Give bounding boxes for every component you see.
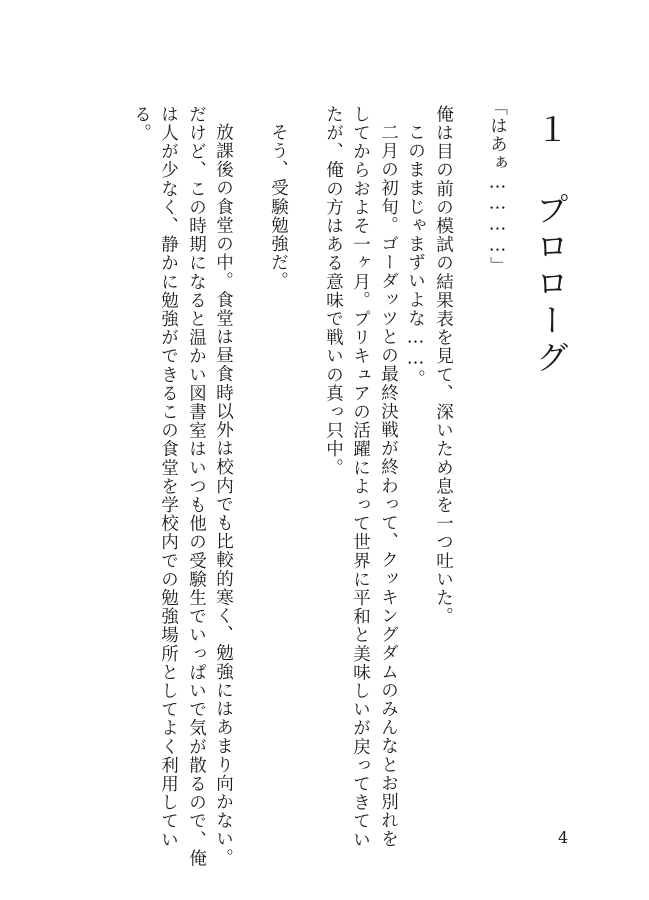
text-column-9: そう、受験勉強だ。 [268, 123, 289, 291]
page-number: 4 [558, 828, 569, 847]
text-column-4: このままじゃまずいよな……。 [405, 123, 426, 389]
text-column-3: 俺は目の前の模試の結果表を見て、深いため息を一つ吐いた。 [433, 105, 454, 626]
text-column-1: 「はあぁ…………」 [487, 98, 508, 276]
chapter-title: １ プロローグ [531, 112, 570, 377]
text-column-5: 二月の初旬。ゴーダッツとの最終決戦が終わって、クッキングダムのみんなとお別れを [378, 123, 399, 849]
text-column-6: してからおよそ一ヶ月。プリキュアの活躍によって世界に平和と美味しいが戻ってきてい [350, 105, 371, 849]
text-column-7: たが、俺の方はある意味で戦いの真っ只中。 [323, 105, 344, 477]
text-column-11: 放課後の食堂の中。食堂は昼食時以外は校内でも比較的寒く、勉強にはあまり向かない。 [213, 123, 234, 867]
text-column-12: だけど、この時期になると温かい図書室はいつも他の受験生でいっぱいで気が散るので、俺 [186, 105, 207, 868]
text-column-13: は人が少なく、静かに勉強ができるこの食堂を学校内での勉強場所としてよく利用してい [158, 105, 179, 849]
text-column-14: る。 [131, 105, 152, 143]
